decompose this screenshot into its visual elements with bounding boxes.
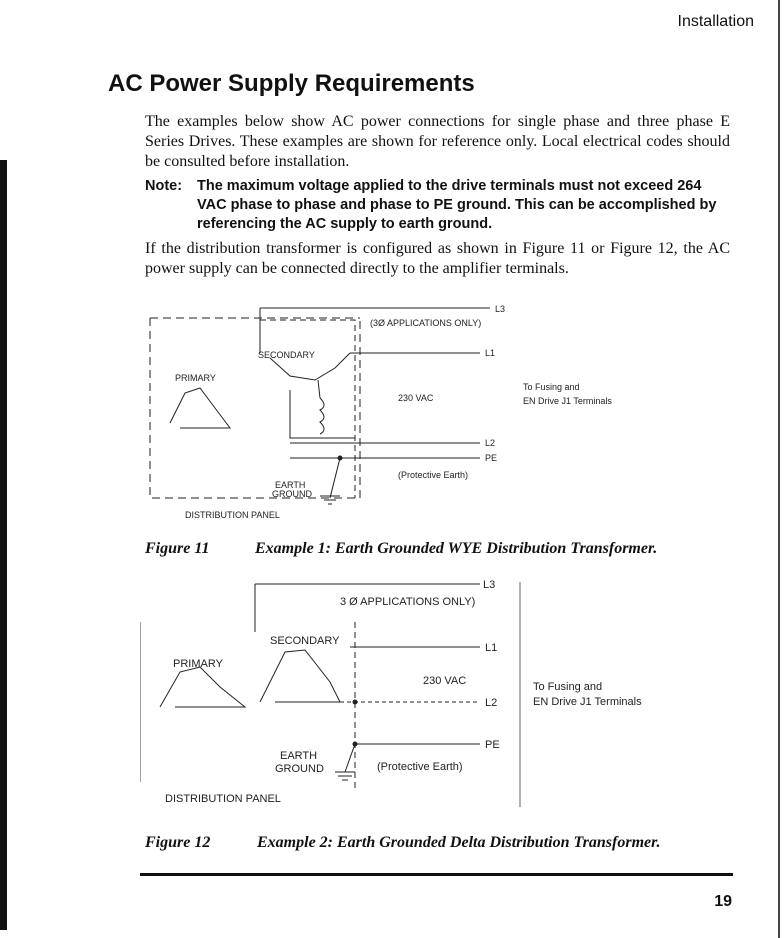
scan-edge-left [0, 160, 7, 930]
fig11-l3: L3 [495, 304, 506, 314]
fig12-l1: L1 [485, 642, 498, 654]
fig12-primary: PRIMARY [173, 658, 223, 670]
note-label: Note: [145, 178, 183, 194]
fig11-l1: L1 [485, 348, 496, 358]
fig11-ground: GROUND [272, 489, 312, 499]
scan-edge-right [778, 0, 780, 938]
fig12-secondary: SECONDARY [270, 635, 340, 647]
figure12-caption: Example 2: Earth Grounded Delta Distribution Transformer. [257, 834, 661, 851]
fig11-3phase-note: (3Ø APPLICATIONS ONLY) [370, 318, 482, 328]
fig11-l2: L2 [485, 438, 496, 448]
fig12-pe: PE [485, 739, 500, 751]
figure12-diagram [140, 572, 700, 812]
intro-paragraph: The examples below show AC power connections for single phase and three phase E Series Drives. These examples are shown for reference only. Local electrical codes should be consulted before installation. [145, 113, 730, 170]
fig11-secondary: SECONDARY [258, 350, 315, 360]
footer-rule [140, 873, 733, 876]
fig12-l2: L2 [485, 697, 498, 709]
fig12-l3: L3 [483, 579, 496, 591]
fig12-protective-earth: (Protective Earth) [377, 761, 463, 773]
fig12-3phase-note: 3 Ø APPLICATIONS ONLY) [340, 596, 476, 608]
transformer-paragraph: If the distribution transformer is configured as shown in Figure 11 or Figure 12, the AC power supply can be connected directly to the amplifier terminals. [145, 240, 730, 277]
page-number: 19 [714, 893, 732, 910]
page-title: AC Power Supply Requirements [108, 70, 475, 97]
fig12-earth: EARTH [280, 750, 318, 762]
fig11-to-fusing: To Fusing and [523, 382, 580, 392]
note-text: The maximum voltage applied to the drive terminals must not exceed 264 VAC phase to phase and phase to PE ground. This can be accomplished by referencing the AC supply to earth ground. [197, 178, 717, 232]
note-block [145, 177, 730, 234]
fig11-en-drive: EN Drive J1 Terminals [523, 396, 612, 406]
fig11-primary: PRIMARY [175, 373, 216, 383]
section-header: Installation [677, 13, 754, 30]
fig11-protective-earth: (Protective Earth) [398, 470, 469, 480]
figure11-label: Figure 11 [145, 540, 210, 557]
fig11-earth: EARTH [275, 480, 306, 490]
fig12-distribution-panel: DISTRIBUTION PANEL [165, 793, 281, 805]
fig12-ground: GROUND [275, 763, 324, 775]
fig11-pe: PE [485, 453, 498, 463]
figure11-caption: Example 1: Earth Grounded WYE Distribution Transformer. [255, 540, 658, 557]
fig11-vac: 230 VAC [398, 393, 434, 403]
figure11-diagram [140, 298, 700, 528]
fig12-en-drive: EN Drive J1 Terminals [533, 696, 642, 708]
fig11-distribution-panel: DISTRIBUTION PANEL [185, 510, 280, 520]
figure12-label: Figure 12 [145, 834, 211, 851]
fig12-vac: 230 VAC [423, 675, 467, 687]
fig12-to-fusing: To Fusing and [533, 681, 603, 693]
